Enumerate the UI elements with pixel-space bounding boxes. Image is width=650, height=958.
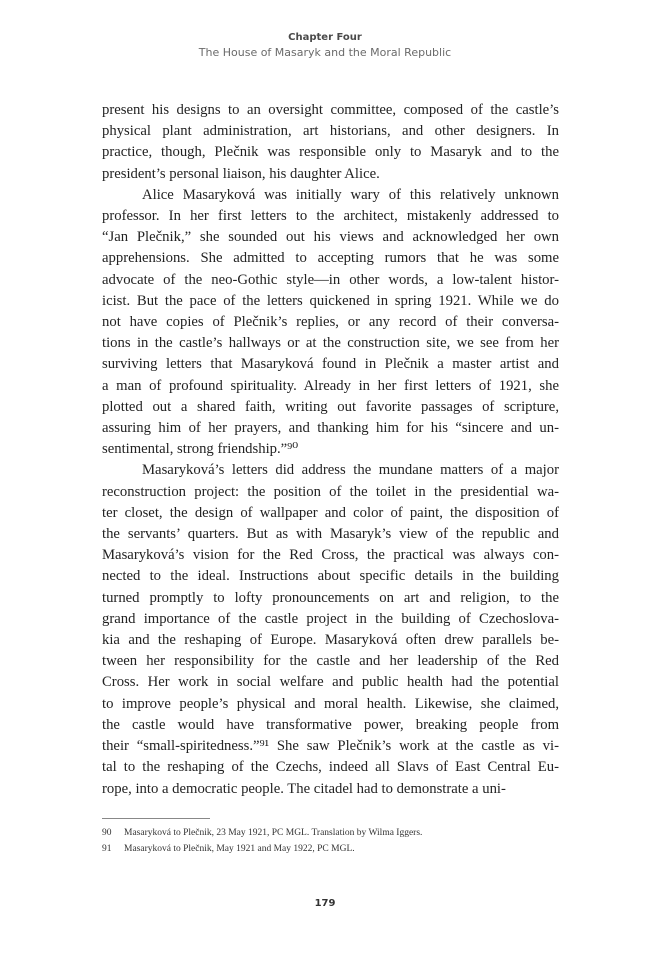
text-line: Alice Masaryková was initially wary of this relatively unknown — [142, 186, 559, 203]
footnote-rule — [102, 818, 210, 819]
footnote — [102, 826, 559, 842]
text-line: present his designs to an oversight committee, composed of the castle’s — [102, 102, 559, 118]
chapter-subtitle: The House of Masaryk and the Moral Republic — [198, 46, 452, 59]
text-line: “Jan Plečnik,” she sounded out his views and acknowledged her own — [102, 229, 559, 246]
text-line: Masaryková’s vision for the Red Cross, the practical was always con- — [102, 547, 559, 564]
text-line: a man of profound spirituality. Already in her first letters of 1921, she — [102, 377, 559, 394]
text-line: icist. But the pace of the letters quickened in spring 1921. While we do — [102, 292, 559, 309]
footnote — [102, 842, 559, 858]
text-line: not have copies of Plečnik’s replies, or any record of their conversa- — [102, 314, 559, 331]
text-line: tal to the reshaping of the Czechs, indeed all Slavs of East Central Eu- — [102, 759, 559, 776]
text-line: practice, though, Plečnik was responsible only to Masaryk and to the — [102, 144, 559, 161]
text-line: reconstruction project: the position of the toilet in the presidential wa- — [102, 483, 559, 500]
text-line: nected to the ideal. Instructions about specific details in the building — [102, 568, 559, 585]
text-line: sentimental, strong friendship.”⁹⁰ — [102, 441, 299, 458]
text-line: tween her responsibility for the castle and her leadership of the Red — [102, 653, 559, 670]
footnote-number: 91 — [102, 843, 112, 854]
footnote-text: Masaryková to Plečnik, May 1921 and May 1922, PC MGL. — [124, 843, 355, 854]
chapter-label: Chapter Four — [288, 32, 362, 43]
text-line: Masaryková’s letters did address the mundane matters of a major — [142, 462, 559, 479]
text-line: advocate of the neo-Gothic style—in other words, a low-talent histor- — [102, 271, 559, 288]
footnotes — [102, 826, 559, 857]
text-line: turned promptly to lofty pronouncements on art and religion, to the — [102, 589, 559, 606]
text-line: assuring him of her prayers, and thanking him for his “sincere and un- — [102, 420, 559, 437]
paragraph — [102, 185, 559, 461]
text-line: apprehensions. She admitted to accepting rumors that he was some — [102, 250, 559, 267]
paragraph — [102, 460, 559, 799]
text-line: the servants’ quarters. But as with Masaryk’s view of the republic and — [102, 526, 559, 543]
text-line: grand importance of the castle project in the building of Czechoslova- — [102, 610, 559, 627]
text-line: to improve people’s physical and moral health. Likewise, she claimed, — [102, 695, 559, 712]
text-line: kia and the reshaping of Europe. Masaryková often drew parallels be- — [102, 632, 559, 649]
text-line: tions in the castle’s hallways or at the construction site, we see from her — [102, 335, 559, 352]
body-text — [102, 100, 559, 800]
text-line: plotted out a shared faith, writing out favorite passages of scripture, — [102, 398, 559, 415]
paragraph — [102, 100, 559, 185]
text-line: physical plant administration, art historians, and other designers. In — [102, 123, 559, 140]
text-line: Cross. Her work in social welfare and public health had the potential — [102, 674, 559, 691]
text-line: surviving letters that Masaryková found in Plečnik a master artist and — [102, 356, 559, 373]
page-number: 179 — [314, 898, 336, 909]
text-line: the castle would have transformative power, breaking people from — [102, 716, 559, 733]
text-line: professor. In her first letters to the architect, mistakenly addressed to — [102, 208, 559, 225]
text-line: ter closet, the design of wallpaper and color of paint, the disposition of — [102, 504, 559, 521]
footnote-text: Masaryková to Plečnik, 23 May 1921, PC MGL. Translation by Wilma Iggers. — [124, 828, 423, 838]
text-line: rope, into a democratic people. The citadel had to demonstrate a uni- — [102, 780, 506, 797]
text-line: president’s personal liaison, his daughter Alice. — [102, 165, 380, 182]
running-header — [0, 31, 650, 61]
text-line: their “small-spiritedness.”⁹¹ She saw Plečnik’s work at the castle as vi- — [102, 738, 559, 755]
footnote-number: 90 — [102, 828, 112, 838]
